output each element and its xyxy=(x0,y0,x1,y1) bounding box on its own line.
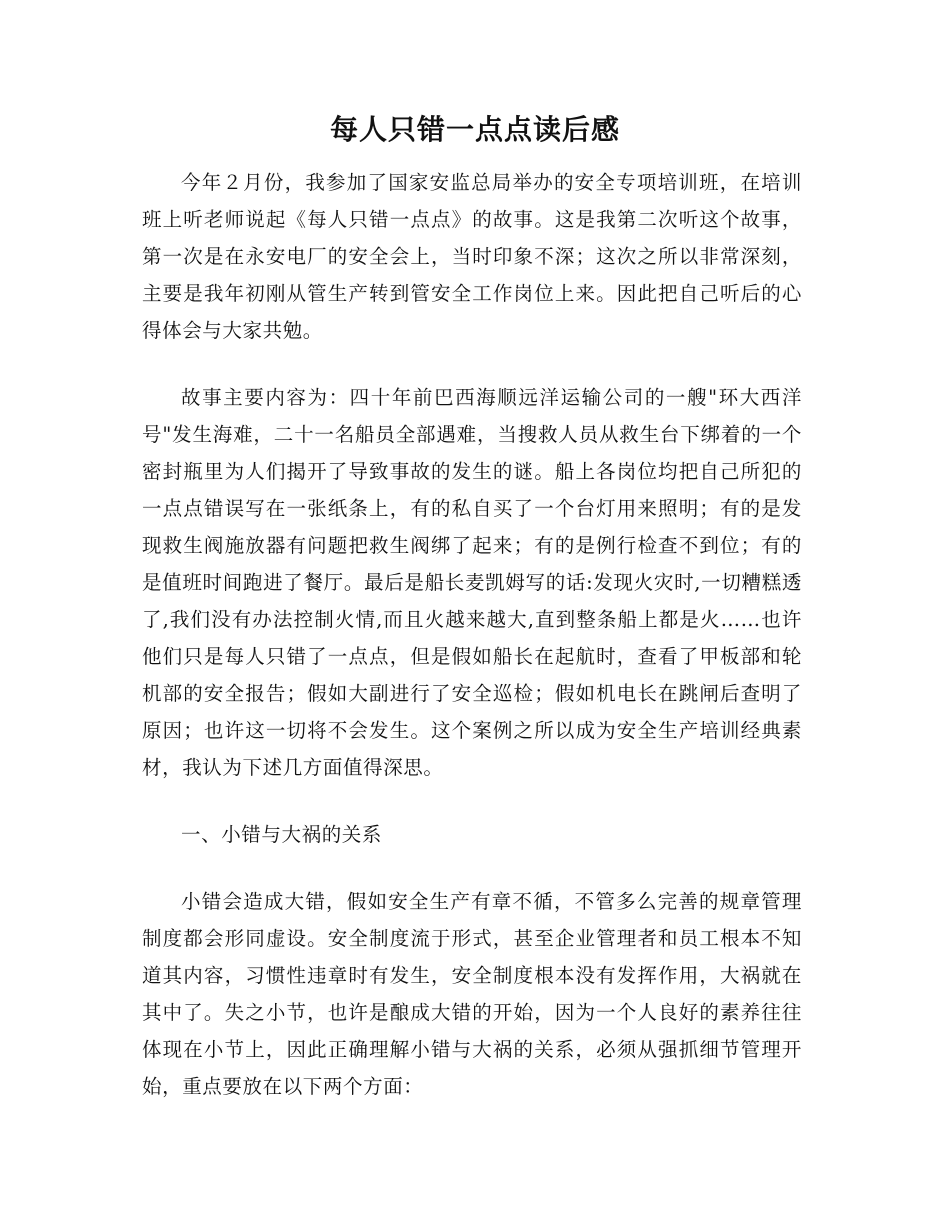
document-title: 每人只错一点点读后感 xyxy=(329,113,620,146)
paragraph-small-errors: 小错会造成大错，假如安全生产有章不循，不管多么完善的规章管理制度都会形同虚设。安全制度流于形式，甚至企业管理者和员工根本不知道其内容，习惯性违章时有发生，安全制度根本没有发挥作用，大祸就在其中了。失之小节，也许是酿成大错的开始，因为一个人良好的素养往往体现在小节上，因此正确理解小错与大祸的关系，必须从强抓细节管理开始，重点要放在以下两个方面： xyxy=(142,890,802,1098)
paragraph-intro: 今年２月份，我参加了国家安监总局举办的安全专项培训班，在培训班上听老师说起《每人只错一点点》的故事。这是我第二次听这个故事，第一次是在永安电厂的安全会上，当时印象不深；这次之所以非常深刻，主要是我年初刚从管生产转到管安全工作岗位上来。因此把自己听后的心得体会与大家共勉。 xyxy=(142,171,802,342)
section-heading-small-errors: 一、小错与大祸的关系 xyxy=(181,823,383,846)
paragraph-story-summary: 故事主要内容为：四十年前巴西海顺远洋运输公司的一艘"环大西洋号"发生海难，二十一名船员全部遇难，当搜救人员从救生台下绑着的一个密封瓶里为人们揭开了导致事故的发生的谜。船上各岗位均把自己所犯的一点点错误写在一张纸条上，有的私自买了一个台灯用来照明；有的是发现救生阀施放器有问题把救生阀绑了起来；有的是例行检查不到位；有的是值班时间跑进了餐厅。最后是船长麦凯姆写的话:发现火灾时,一切糟糕透了,我们没有办法控制火情,而且火越来越大,直到整条船上都是火……也许他们只是每人只错了一点点，但是假如船长在起航时，查看了甲板部和轮机部的安全报告；假如大副进行了安全巡检；假如机电长在跳闸后查明了原因；也许这一切将不会发生。这个案例之所以成为安全生产培训经典素材，我认为下述几方面值得深思。 xyxy=(142,386,802,779)
document-body xyxy=(142,164,802,1105)
